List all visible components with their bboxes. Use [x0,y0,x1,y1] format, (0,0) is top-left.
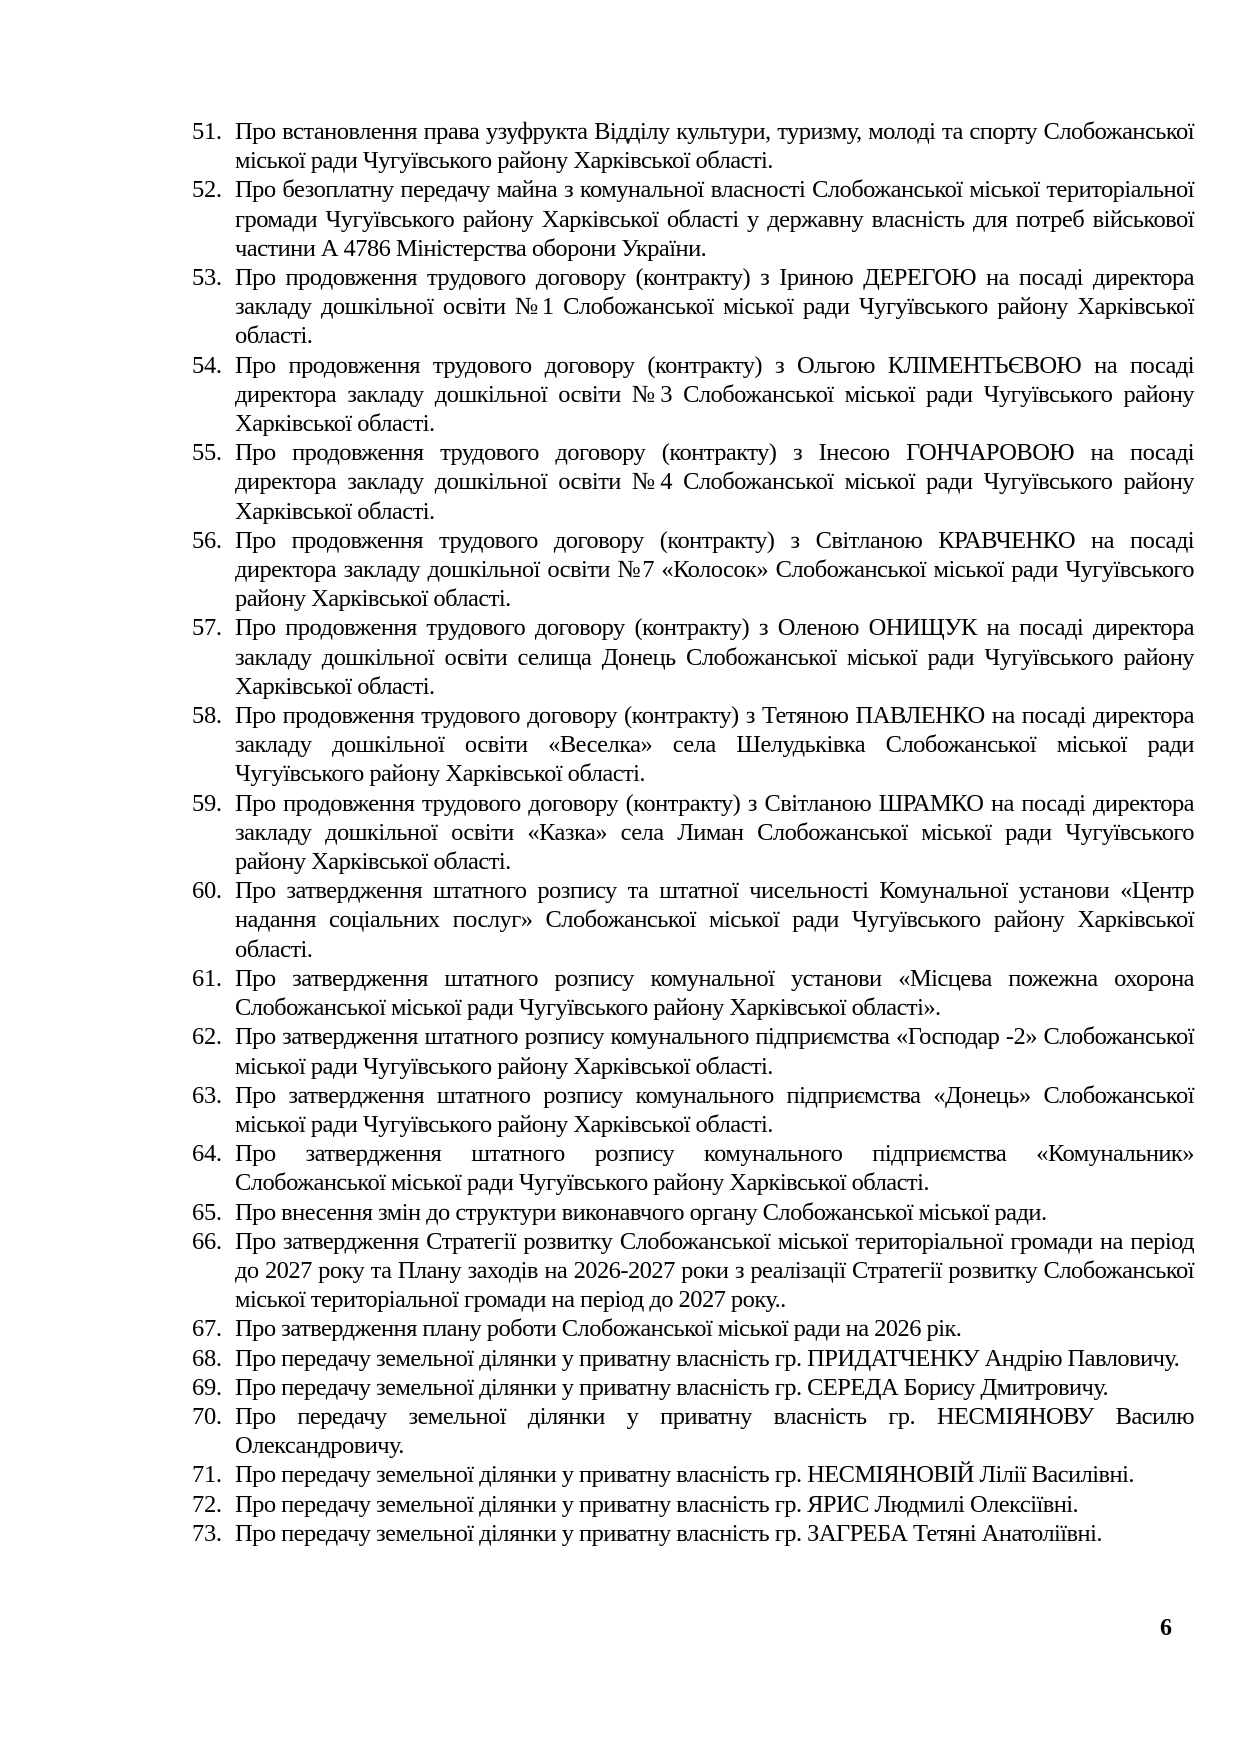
agenda-item [190,1081,1194,1139]
item-text: Про продовження трудового договору (контракту) з Тетяною ПАВЛЕНКО на посаді директора закладу дошкільної освіти «Веселка» села Шелудьківка Слобожанської міської ради Чугуївського району Харківської області. [235,702,1194,788]
item-number: 54. [192,351,222,379]
item-text: Про безоплатну передачу майна з комунальної власності Слобожанської міської територіальної громади Чугуївського району Харківської області у державну власність для потреб військової частини А 4786 Міністерства оборони України. [235,176,1194,262]
item-number: 70. [192,1402,222,1430]
item-text: Про продовження трудового договору (контракту) з Світланою КРАВЧЕНКО на посаді директора закладу дошкільної освіти №7 «Колосок» Слобожанської міської ради Чугуївського району Харківської області. [235,526,1194,613]
item-text: Про передачу земельної ділянки у приватну власність гр. СЕРЕДА Борису Дмитровичу. [235,1373,1109,1401]
agenda-item [190,1344,1194,1373]
item-number: 55. [192,439,222,467]
agenda-item [190,964,1194,1022]
agenda-item [190,789,1194,877]
item-text: Про передачу земельної ділянки у приватну власність гр. НЕСМІЯНОВІЙ Лілії Василівні. [235,1461,1134,1489]
item-text: Про затвердження штатного розпису комунального підприємства «Комунальник» Слобожанської міської ради Чугуївського району Харківської області. [235,1140,1194,1197]
item-number: 60. [192,877,222,905]
item-text: Про затвердження штатного розпису комунального підприємства «Донець» Слобожанської міської ради Чугуївського району Харківської області. [235,1081,1194,1138]
item-text: Про продовження трудового договору (контракту) з Іриною ДЕРЕГОЮ на посаді директора закладу дошкільної освіти №1 Слобожанської міської ради Чугуївського району Харківської області. [235,264,1194,350]
item-number: 62. [192,1023,222,1051]
agenda-item [190,438,1194,526]
item-text: Про внесення змін до структури виконавчого органу Слобожанської міської ради. [235,1198,1047,1226]
agenda-item [190,1139,1194,1197]
agenda-item [190,263,1194,351]
item-text: Про передачу земельної ділянки у приватну власність гр. ЯРИС Людмилі Олексіївні. [235,1490,1079,1518]
item-number: 57. [192,614,222,642]
agenda-item [190,1198,1194,1227]
agenda-item [190,701,1194,789]
item-number: 73. [192,1519,222,1547]
agenda-item [190,1402,1194,1460]
agenda-list [190,117,1194,1548]
item-text: Про продовження трудового договору (контракту) з Світланою ШРАМКО на посаді директора закладу дошкільної освіти «Казка» села Лиман Слобожанської міської ради Чугуївського району Харківської області. [235,789,1194,876]
item-text: Про передачу земельної ділянки у приватну власність гр. ЗАГРЕБА Тетяні Анатоліївні. [235,1519,1102,1547]
agenda-item [190,876,1194,964]
item-number: 52. [192,176,222,204]
item-number: 66. [192,1227,222,1255]
item-number: 53. [192,264,222,292]
agenda-item [190,175,1194,263]
page-number: 6 [1160,1615,1172,1641]
item-text: Про затвердження плану роботи Слобожанської міської ради на 2026 рік. [235,1315,962,1343]
item-text: Про продовження трудового договору (контракту) з Інесою ГОНЧАРОВОЮ на посаді директора закладу дошкільної освіти №4 Слобожанської міської ради Чугуївського району Харківської області. [235,439,1194,525]
agenda-item [190,613,1194,701]
item-text: Про передачу земельної ділянки у приватну власність гр. НЕСМІЯНОВУ Василю Олександровичу. [235,1402,1194,1460]
agenda-item [190,351,1194,439]
item-text: Про затвердження штатного розпису та штатної чисельності Комунальної установи «Центр надання соціальних послуг» Слобожанської міської ради Чугуївського району Харківської області. [235,877,1194,963]
item-number: 61. [192,964,222,992]
item-text: Про передачу земельної ділянки у приватну власність гр. ПРИДАТЧЕНКУ Андрію Павловичу. [235,1344,1180,1372]
item-number: 67. [192,1315,222,1343]
item-number: 68. [192,1344,222,1372]
agenda-item [190,1519,1194,1548]
item-number: 56. [192,526,222,554]
agenda-item [190,117,1194,175]
agenda-item [190,1373,1194,1402]
agenda-item [190,1022,1194,1080]
item-number: 59. [192,789,222,817]
agenda-item [190,1490,1194,1519]
item-text: Про продовження трудового договору (контракту) з Оленою ОНИЩУК на посаді директора закладу дошкільної освіти селища Донець Слобожанської міської ради Чугуївського району Харківської області. [235,614,1194,700]
item-number: 69. [192,1373,222,1401]
item-number: 58. [192,702,222,730]
item-number: 72. [192,1490,222,1518]
agenda-item [190,1314,1194,1343]
item-number: 51. [192,118,222,145]
item-number: 64. [192,1140,222,1168]
item-number: 65. [192,1198,222,1226]
item-text: Про затвердження Стратегії розвитку Слобожанської міської територіальної громади на період до 2027 року та Плану заходів на 2026-2027 роки з реалізації Стратегії розвитку Слобожанської міської територіальної громади на період до 2027 року.. [235,1227,1194,1314]
item-text: Про затвердження штатного розпису комунального підприємства «Господар -2» Слобожанської міської ради Чугуївського району Харківської області. [235,1023,1194,1080]
item-number: 71. [192,1461,222,1489]
item-text: Про затвердження штатного розпису комунальної установи «Місцева пожежна охорона Слобожанської міської ради Чугуївського району Харківської області». [235,964,1194,1022]
item-number: 63. [192,1081,222,1109]
agenda-item [190,1227,1194,1315]
agenda-item [190,526,1194,614]
item-text: Про встановлення права узуфрукта Відділу культури, туризму, молоді та спорту Слобожанської міської ради Чугуївського району Харківської області. [235,118,1194,175]
agenda-item [190,1460,1194,1489]
item-text: Про продовження трудового договору (контракту) з Ольгою КЛІМЕНТЬЄВОЮ на посаді директора закладу дошкільної освіти №3 Слобожанської міської ради Чугуївського району Харківської області. [235,351,1194,438]
